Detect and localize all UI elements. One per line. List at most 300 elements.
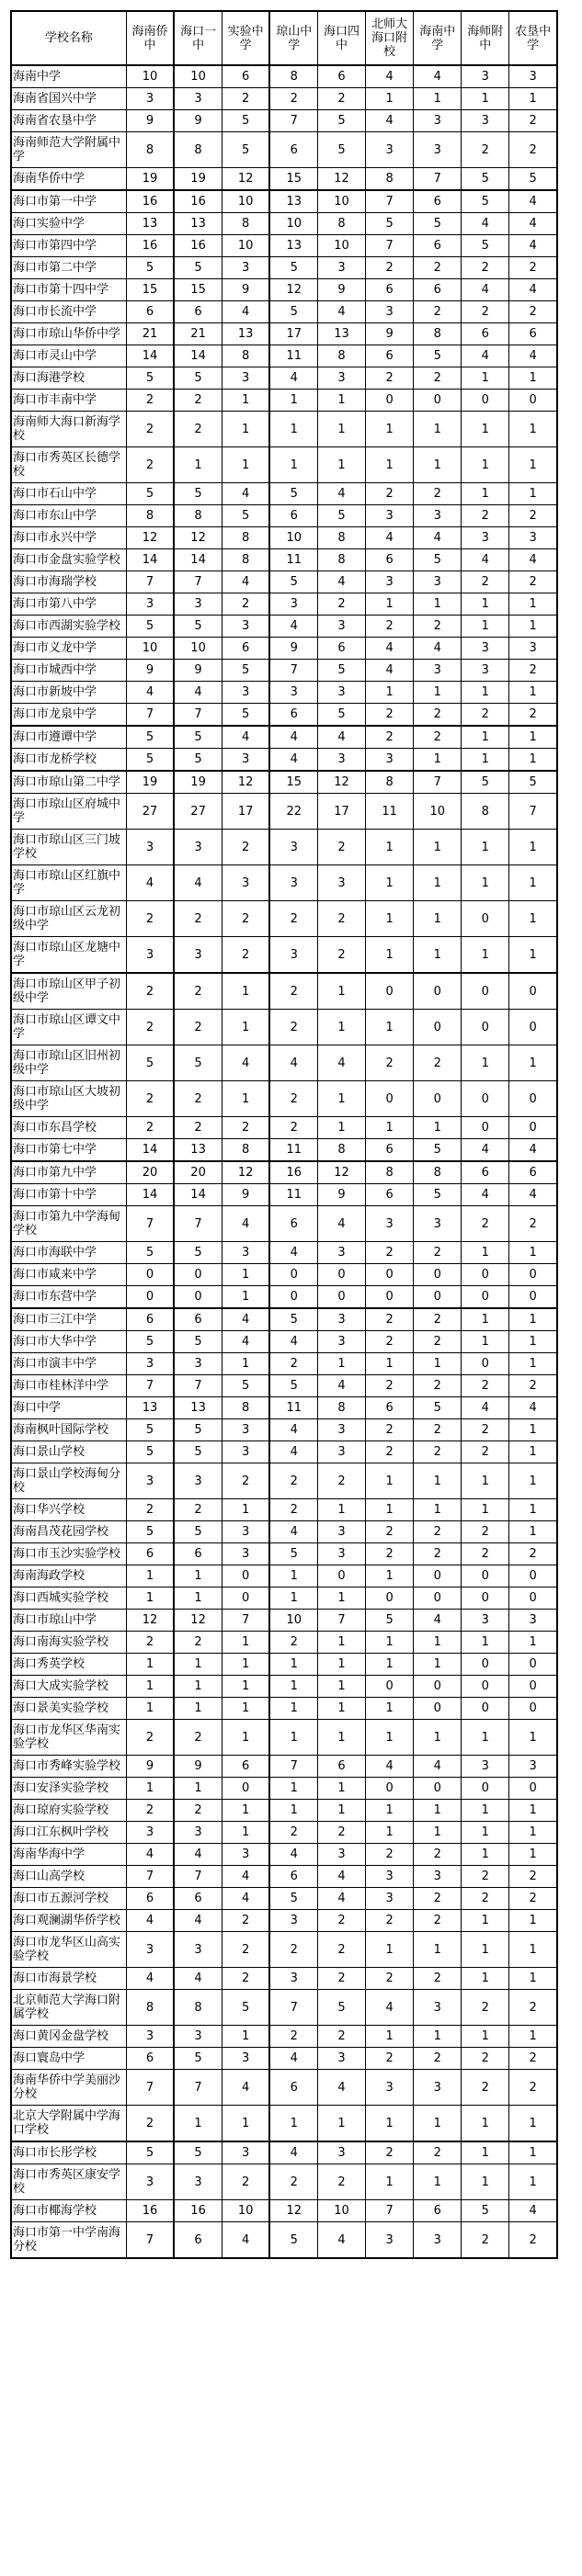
value-cell: 6 (126, 1543, 174, 1565)
value-cell: 4 (462, 1184, 509, 1206)
school-name-cell: 海口市玉沙实验学校 (11, 1543, 126, 1565)
value-cell: 4 (269, 1419, 317, 1441)
school-name-cell: 海口市第七中学 (11, 1139, 126, 1162)
school-name-cell: 海南海政学校 (11, 1565, 126, 1587)
value-cell: 0 (366, 1286, 414, 1309)
value-cell: 5 (509, 771, 557, 794)
header-target-school: 海口一中 (174, 11, 222, 65)
school-name-cell: 海口市琼山中学 (11, 1610, 126, 1632)
value-cell: 4 (509, 1184, 557, 1206)
value-cell: 1 (414, 749, 462, 772)
value-cell: 2 (174, 1800, 222, 1822)
value-cell: 1 (174, 1676, 222, 1698)
value-cell: 5 (126, 1521, 174, 1543)
table-row (11, 726, 557, 749)
value-cell: 2 (318, 1932, 366, 1968)
table-row (11, 2026, 557, 2048)
value-cell: 10 (269, 213, 317, 235)
table-row (11, 1139, 557, 1162)
value-cell: 0 (414, 390, 462, 412)
value-cell: 3 (222, 865, 269, 901)
value-cell: 2 (509, 301, 557, 323)
value-cell: 1 (462, 1499, 509, 1521)
value-cell: 1 (318, 412, 366, 447)
value-cell: 0 (462, 973, 509, 1010)
value-cell: 2 (414, 1375, 462, 1397)
value-cell: 1 (318, 1698, 366, 1720)
value-cell: 7 (126, 571, 174, 593)
value-cell: 0 (462, 1698, 509, 1720)
table-row (11, 1375, 557, 1397)
value-cell: 5 (462, 2200, 509, 2222)
table-row (11, 638, 557, 660)
value-cell: 1 (509, 1331, 557, 1353)
value-cell: 17 (318, 794, 366, 830)
value-cell: 2 (126, 1720, 174, 1756)
value-cell: 2 (462, 571, 509, 593)
value-cell: 0 (126, 1264, 174, 1286)
value-cell: 1 (366, 901, 414, 937)
value-cell: 13 (126, 213, 174, 235)
value-cell: 5 (269, 1375, 317, 1397)
value-cell: 1 (269, 1654, 317, 1676)
value-cell: 6 (174, 1543, 222, 1565)
value-cell: 1 (414, 937, 462, 974)
school-name-cell: 海口市龙泉中学 (11, 704, 126, 727)
value-cell: 5 (269, 483, 317, 505)
value-cell: 3 (174, 937, 222, 974)
table-row (11, 301, 557, 323)
value-cell: 10 (174, 65, 222, 88)
value-cell: 6 (269, 132, 317, 168)
value-cell: 3 (269, 1968, 317, 1990)
value-cell: 0 (509, 1081, 557, 1117)
value-cell: 8 (366, 168, 414, 191)
value-cell: 5 (509, 168, 557, 191)
value-cell: 4 (414, 1610, 462, 1632)
value-cell: 1 (366, 865, 414, 901)
value-cell: 1 (509, 1463, 557, 1499)
value-cell: 1 (462, 1242, 509, 1264)
value-cell: 5 (269, 1308, 317, 1331)
value-cell: 1 (462, 2164, 509, 2200)
value-cell: 0 (414, 973, 462, 1010)
value-cell: 0 (269, 1286, 317, 1309)
value-cell: 4 (222, 1206, 269, 1242)
value-cell: 2 (366, 1910, 414, 1932)
value-cell: 2 (174, 901, 222, 937)
table-row (11, 1463, 557, 1499)
value-cell: 0 (509, 1286, 557, 1309)
value-cell: 0 (414, 1081, 462, 1117)
value-cell: 3 (414, 1990, 462, 2026)
value-cell: 7 (174, 704, 222, 727)
value-cell: 1 (222, 1353, 269, 1375)
value-cell: 1 (222, 1264, 269, 1286)
value-cell: 4 (269, 1521, 317, 1543)
value-cell: 4 (126, 865, 174, 901)
value-cell: 3 (222, 1521, 269, 1543)
table-row (11, 1932, 557, 1968)
value-cell: 10 (222, 235, 269, 257)
value-cell: 8 (126, 1990, 174, 2026)
value-cell: 5 (366, 213, 414, 235)
value-cell: 1 (509, 1441, 557, 1463)
value-cell: 1 (174, 1587, 222, 1610)
table-row (11, 2048, 557, 2070)
value-cell: 4 (414, 638, 462, 660)
value-cell: 4 (126, 1968, 174, 1990)
school-name-cell: 海口市琼山区旧州初级中学 (11, 1045, 126, 1081)
table-row (11, 1720, 557, 1756)
table-row (11, 1184, 557, 1206)
value-cell: 5 (126, 616, 174, 638)
value-cell: 2 (414, 616, 462, 638)
school-name-cell: 海口市东营中学 (11, 1286, 126, 1309)
school-name-cell: 海南昌茂花园学校 (11, 1521, 126, 1543)
value-cell: 0 (222, 1778, 269, 1800)
school-name-cell: 海南省农垦中学 (11, 110, 126, 132)
value-cell: 1 (318, 973, 366, 1010)
value-cell: 20 (126, 1161, 174, 1184)
value-cell: 4 (509, 235, 557, 257)
value-cell: 4 (366, 110, 414, 132)
value-cell: 7 (174, 1375, 222, 1397)
value-cell: 14 (126, 549, 174, 571)
value-cell: 5 (222, 132, 269, 168)
value-cell: 2 (462, 1543, 509, 1565)
value-cell: 2 (269, 1117, 317, 1139)
value-cell: 21 (126, 323, 174, 345)
value-cell: 5 (269, 1543, 317, 1565)
value-cell: 1 (414, 593, 462, 616)
value-cell: 5 (126, 749, 174, 772)
table-header (11, 11, 557, 65)
value-cell: 9 (174, 1756, 222, 1778)
value-cell: 3 (366, 1206, 414, 1242)
value-cell: 3 (414, 571, 462, 593)
value-cell: 5 (269, 2222, 317, 2259)
value-cell: 2 (366, 257, 414, 279)
value-cell: 3 (318, 1521, 366, 1543)
school-name-cell: 海口实验中学 (11, 213, 126, 235)
table-row (11, 2106, 557, 2142)
value-cell: 1 (366, 1010, 414, 1045)
value-cell: 3 (126, 1822, 174, 1844)
value-cell: 1 (462, 726, 509, 749)
value-cell: 7 (174, 1206, 222, 1242)
value-cell: 5 (126, 257, 174, 279)
school-name-cell: 海口市大华中学 (11, 1331, 126, 1353)
value-cell: 2 (126, 2106, 174, 2142)
value-cell: 14 (174, 549, 222, 571)
value-cell: 0 (462, 1010, 509, 1045)
value-cell: 1 (222, 1822, 269, 1844)
value-cell: 2 (222, 1117, 269, 1139)
value-cell: 10 (414, 794, 462, 830)
value-cell: 2 (126, 390, 174, 412)
table-row (11, 1654, 557, 1676)
value-cell: 10 (174, 638, 222, 660)
value-cell: 12 (222, 168, 269, 191)
school-name-cell: 海口市三江中学 (11, 1308, 126, 1331)
value-cell: 4 (462, 1139, 509, 1162)
value-cell: 1 (462, 749, 509, 772)
value-cell: 6 (414, 279, 462, 301)
value-cell: 2 (366, 1375, 414, 1397)
value-cell: 10 (269, 1610, 317, 1632)
table-row (11, 1045, 557, 1081)
value-cell: 0 (462, 1286, 509, 1309)
value-cell: 11 (269, 345, 317, 367)
value-cell: 11 (269, 549, 317, 571)
value-cell: 16 (126, 235, 174, 257)
value-cell: 4 (318, 1888, 366, 1910)
school-name-cell: 海口景山学校海甸分校 (11, 1463, 126, 1499)
table-row (11, 412, 557, 447)
value-cell: 6 (366, 1397, 414, 1419)
school-name-cell: 海口黄冈金盘学校 (11, 2026, 126, 2048)
value-cell: 3 (462, 527, 509, 549)
value-cell: 16 (126, 2200, 174, 2222)
value-cell: 2 (269, 1932, 317, 1968)
value-cell: 2 (366, 704, 414, 727)
value-cell: 5 (174, 1419, 222, 1441)
value-cell: 2 (509, 1543, 557, 1565)
value-cell: 0 (414, 1778, 462, 1800)
table-row (11, 1242, 557, 1264)
value-cell: 1 (174, 447, 222, 483)
value-cell: 1 (126, 1778, 174, 1800)
value-cell: 2 (366, 616, 414, 638)
value-cell: 2 (509, 132, 557, 168)
value-cell: 6 (126, 2048, 174, 2070)
value-cell: 0 (509, 1264, 557, 1286)
value-cell: 1 (462, 1463, 509, 1499)
value-cell: 2 (509, 1990, 557, 2026)
value-cell: 8 (318, 549, 366, 571)
value-cell: 12 (269, 2200, 317, 2222)
value-cell: 14 (126, 1184, 174, 1206)
value-cell: 3 (366, 1866, 414, 1888)
table-row (11, 110, 557, 132)
value-cell: 6 (222, 638, 269, 660)
value-cell: 10 (222, 190, 269, 213)
value-cell: 1 (318, 1010, 366, 1045)
value-cell: 2 (366, 2048, 414, 2070)
value-cell: 5 (414, 345, 462, 367)
value-cell: 2 (366, 1844, 414, 1866)
school-name-cell: 海口市遵谭中学 (11, 726, 126, 749)
value-cell: 1 (509, 830, 557, 865)
value-cell: 5 (269, 301, 317, 323)
value-cell: 0 (366, 1264, 414, 1286)
value-cell: 2 (174, 973, 222, 1010)
value-cell: 3 (414, 132, 462, 168)
value-cell: 2 (366, 1521, 414, 1543)
value-cell: 6 (366, 1139, 414, 1162)
school-name-cell: 海口市长流中学 (11, 301, 126, 323)
value-cell: 0 (414, 1010, 462, 1045)
value-cell: 1 (509, 726, 557, 749)
value-cell: 6 (222, 65, 269, 88)
header-row (11, 11, 557, 65)
value-cell: 1 (509, 1822, 557, 1844)
value-cell: 1 (269, 390, 317, 412)
value-cell: 1 (414, 2164, 462, 2200)
value-cell: 2 (174, 1720, 222, 1756)
value-cell: 5 (414, 213, 462, 235)
value-cell: 3 (414, 110, 462, 132)
value-cell: 1 (318, 1720, 366, 1756)
value-cell: 1 (414, 1463, 462, 1499)
value-cell: 17 (222, 794, 269, 830)
value-cell: 2 (509, 571, 557, 593)
table-row (11, 1565, 557, 1587)
value-cell: 5 (462, 168, 509, 191)
value-cell: 3 (318, 1331, 366, 1353)
value-cell: 1 (366, 1698, 414, 1720)
value-cell: 6 (174, 301, 222, 323)
value-cell: 3 (462, 638, 509, 660)
value-cell: 3 (318, 749, 366, 772)
value-cell: 3 (462, 65, 509, 88)
value-cell: 2 (414, 1888, 462, 1910)
value-cell: 6 (366, 345, 414, 367)
value-cell: 3 (318, 257, 366, 279)
school-name-cell: 海口市琼山区龙塘中学 (11, 937, 126, 974)
school-name-cell: 海南华海中学 (11, 1844, 126, 1866)
value-cell: 2 (318, 593, 366, 616)
value-cell: 2 (269, 1463, 317, 1499)
value-cell: 0 (414, 1698, 462, 1720)
value-cell: 15 (126, 279, 174, 301)
value-cell: 3 (318, 1308, 366, 1331)
value-cell: 0 (462, 1654, 509, 1676)
value-cell: 1 (462, 1800, 509, 1822)
value-cell: 27 (174, 794, 222, 830)
value-cell: 1 (462, 937, 509, 974)
value-cell: 8 (222, 527, 269, 549)
school-name-cell: 海南华侨中学 (11, 168, 126, 191)
value-cell: 5 (222, 110, 269, 132)
value-cell: 3 (126, 937, 174, 974)
value-cell: 8 (222, 1139, 269, 1162)
value-cell: 1 (414, 1932, 462, 1968)
value-cell: 2 (414, 2048, 462, 2070)
value-cell: 10 (126, 65, 174, 88)
value-cell: 2 (269, 1353, 317, 1375)
value-cell: 5 (126, 1242, 174, 1264)
value-cell: 4 (269, 1331, 317, 1353)
value-cell: 2 (462, 301, 509, 323)
value-cell: 9 (366, 323, 414, 345)
value-cell: 4 (462, 549, 509, 571)
value-cell: 6 (318, 638, 366, 660)
value-cell: 1 (269, 1676, 317, 1698)
value-cell: 10 (222, 2200, 269, 2222)
value-cell: 13 (126, 1397, 174, 1419)
value-cell: 1 (509, 937, 557, 974)
school-name-cell: 海口市长彤学校 (11, 2141, 126, 2164)
value-cell: 2 (414, 367, 462, 390)
value-cell: 7 (174, 2070, 222, 2106)
table-row (11, 1264, 557, 1286)
value-cell: 4 (318, 1045, 366, 1081)
value-cell: 1 (174, 1778, 222, 1800)
value-cell: 4 (462, 345, 509, 367)
school-name-cell: 海口市灵山中学 (11, 345, 126, 367)
value-cell: 2 (509, 110, 557, 132)
table-row (11, 190, 557, 213)
value-cell: 6 (126, 1308, 174, 1331)
value-cell: 5 (318, 110, 366, 132)
school-name-cell: 海口大成实验学校 (11, 1676, 126, 1698)
table-row (11, 527, 557, 549)
value-cell: 4 (222, 483, 269, 505)
table-row (11, 1206, 557, 1242)
value-cell: 17 (269, 323, 317, 345)
value-cell: 0 (509, 1587, 557, 1610)
value-cell: 21 (174, 323, 222, 345)
value-cell: 8 (174, 132, 222, 168)
value-cell: 13 (269, 235, 317, 257)
value-cell: 1 (318, 1778, 366, 1800)
value-cell: 4 (318, 1866, 366, 1888)
value-cell: 4 (269, 1844, 317, 1866)
header-target-school: 海南侨中 (126, 11, 174, 65)
value-cell: 3 (318, 682, 366, 704)
school-name-cell: 海口市义龙中学 (11, 638, 126, 660)
value-cell: 12 (222, 1161, 269, 1184)
value-cell: 15 (269, 771, 317, 794)
value-cell: 4 (126, 682, 174, 704)
value-cell: 4 (222, 1866, 269, 1888)
value-cell: 1 (509, 1632, 557, 1654)
value-cell: 7 (509, 794, 557, 830)
school-name-cell: 海口市第九中学 (11, 1161, 126, 1184)
value-cell: 2 (462, 1521, 509, 1543)
value-cell: 4 (318, 2222, 366, 2259)
value-cell: 7 (366, 190, 414, 213)
value-cell: 3 (366, 2070, 414, 2106)
value-cell: 0 (126, 1286, 174, 1309)
value-cell: 2 (222, 1910, 269, 1932)
table-row (11, 1610, 557, 1632)
value-cell: 2 (318, 1822, 366, 1844)
value-cell: 2 (462, 1375, 509, 1397)
value-cell: 8 (222, 549, 269, 571)
value-cell: 1 (509, 901, 557, 937)
school-name-cell: 海口市桂林洋中学 (11, 1375, 126, 1397)
value-cell: 4 (509, 2200, 557, 2222)
value-cell: 14 (126, 345, 174, 367)
table-row (11, 1866, 557, 1888)
value-cell: 5 (174, 726, 222, 749)
value-cell: 5 (414, 1397, 462, 1419)
value-cell: 3 (414, 2222, 462, 2259)
value-cell: 2 (126, 1117, 174, 1139)
value-cell: 6 (174, 2222, 222, 2259)
value-cell: 5 (462, 235, 509, 257)
value-cell: 1 (462, 1968, 509, 1990)
value-cell: 1 (509, 616, 557, 638)
value-cell: 9 (174, 110, 222, 132)
value-cell: 19 (174, 771, 222, 794)
value-cell: 0 (269, 1264, 317, 1286)
value-cell: 1 (222, 973, 269, 1010)
value-cell: 2 (462, 1888, 509, 1910)
